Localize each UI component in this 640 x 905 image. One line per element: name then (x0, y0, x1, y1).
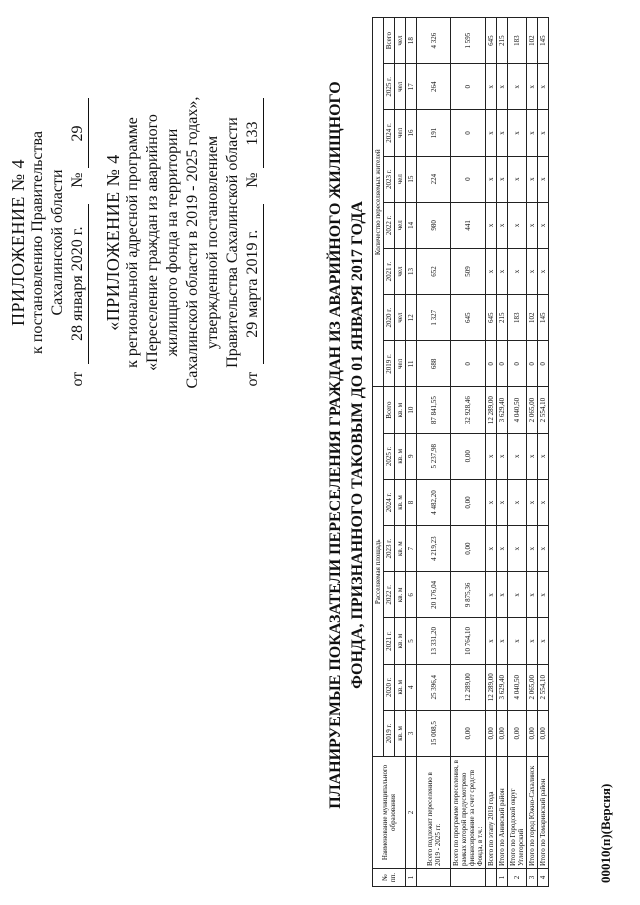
row-cell: 0,00 (451, 710, 486, 756)
decree-line-1: к постановлению Правительства (29, 131, 46, 354)
document-title (325, 25, 369, 865)
row-cell: 1 327 (417, 295, 451, 341)
column-number: 7 (406, 526, 417, 572)
quoted-appendix-title: «ПРИЛОЖЕНИЕ № 4 (103, 154, 123, 331)
column-number: 4 (406, 664, 417, 710)
title-line-2: ФОНДА, ПРИЗНАННОГО ТАКОВЫМ ДО 01 ЯНВАРЯ 2017 ГОДА (349, 201, 366, 689)
row-cell: x (527, 433, 538, 479)
row-cell: x (486, 202, 497, 248)
row-cell: x (527, 572, 538, 618)
row-cell: 145 (538, 295, 549, 341)
header-no: № пп. (373, 869, 406, 887)
row-cell: 102 (527, 295, 538, 341)
people-unit-header: чел (395, 64, 406, 110)
row-cell: 3 629,40 (497, 664, 508, 710)
row-cell: 0 (451, 341, 486, 387)
row-cell: x (527, 248, 538, 294)
row-cell: 2 065,00 (527, 664, 538, 710)
row-cell: 688 (417, 341, 451, 387)
people-year-header: Всего (384, 18, 395, 64)
row-cell: 32 928,46 (451, 387, 486, 433)
version-footer: 00010(п)(Версия) (598, 783, 613, 883)
row-cell: x (538, 479, 549, 525)
row-cell: x (497, 156, 508, 202)
row-cell: 215 (497, 18, 508, 64)
people-unit-header: чел (395, 18, 406, 64)
people-year-header: 2020 г. (384, 295, 395, 341)
header-unit-row (395, 18, 406, 887)
row-cell: x (508, 64, 527, 110)
row-cell: 4 326 (417, 18, 451, 64)
row-cell: 0 (451, 156, 486, 202)
row-cell: 645 (486, 18, 497, 64)
row-cell: 0 (451, 64, 486, 110)
row-number: 4 (538, 869, 549, 887)
row-cell: 0,00 (451, 433, 486, 479)
column-number: 11 (406, 341, 417, 387)
table-row (417, 18, 451, 887)
people-unit-header: чел (395, 248, 406, 294)
row-cell: 10 764,10 (451, 618, 486, 664)
row-number: 3 (527, 869, 538, 887)
row-cell: x (527, 618, 538, 664)
row-cell: x (538, 64, 549, 110)
row-cell: x (527, 479, 538, 525)
row-cell: 191 (417, 110, 451, 156)
people-year-header: 2023 г. (384, 156, 395, 202)
people-year-header: 2019 г. (384, 341, 395, 387)
row-cell: x (508, 248, 527, 294)
row-cell: 4 482,20 (417, 479, 451, 525)
row-cell: x (497, 433, 508, 479)
row-number (417, 869, 451, 887)
table-body (417, 18, 549, 887)
people-unit-header: чел (395, 295, 406, 341)
area-year-header: Всего (384, 387, 395, 433)
row-cell: x (486, 433, 497, 479)
row-cell: x (508, 479, 527, 525)
indicators-table (372, 17, 549, 887)
row-cell: x (486, 156, 497, 202)
row-cell: x (538, 572, 549, 618)
row-cell: 0,00 (451, 526, 486, 572)
program-date: 29 марта 2019 г. (243, 204, 264, 364)
program-number: 133 (243, 98, 264, 168)
row-cell: 0 (497, 341, 508, 387)
row-name: Итого по город Южно-Сахалинск (527, 757, 538, 869)
row-cell: x (538, 202, 549, 248)
table-row (508, 18, 527, 887)
row-cell: x (497, 479, 508, 525)
row-cell: 4 219,23 (417, 526, 451, 572)
row-cell: x (538, 110, 549, 156)
area-unit-header: кв. м (395, 526, 406, 572)
appendix-title: ПРИЛОЖЕНИЕ № 4 (8, 158, 28, 327)
program-line-3: жилищного фонда на территории (164, 128, 181, 357)
column-number: 12 (406, 295, 417, 341)
decree-line-2: Сахалинской области (49, 169, 66, 316)
row-cell: x (486, 64, 497, 110)
row-cell: 0,00 (486, 710, 497, 756)
row-cell: x (508, 202, 527, 248)
column-number: 1 (406, 869, 417, 887)
header-area-group: Расселяемая площадь (373, 387, 384, 757)
area-year-header: 2019 г. (384, 710, 395, 756)
column-number: 18 (406, 18, 417, 64)
column-number: 2 (406, 757, 417, 869)
header-number-row (406, 18, 417, 887)
header-name: Наименование муниципального образования (373, 757, 406, 869)
decree-date-row (68, 10, 89, 475)
row-cell: 9 875,36 (451, 572, 486, 618)
column-number: 16 (406, 110, 417, 156)
row-cell: 15 008,5 (417, 710, 451, 756)
area-year-header: 2024 г. (384, 479, 395, 525)
row-cell: x (486, 572, 497, 618)
decree-number: 29 (68, 98, 89, 168)
people-year-header: 2024 г. (384, 110, 395, 156)
row-cell: 264 (417, 64, 451, 110)
row-cell: 2 554,10 (538, 387, 549, 433)
row-cell: x (527, 110, 538, 156)
row-cell: x (497, 526, 508, 572)
row-cell: x (486, 526, 497, 572)
row-cell: x (527, 202, 538, 248)
row-cell: x (538, 248, 549, 294)
appendix-header (8, 10, 264, 475)
row-cell: x (508, 618, 527, 664)
row-cell: 4 040,50 (508, 387, 527, 433)
area-year-header: 2025 г. (384, 433, 395, 479)
area-year-header: 2021 г. (384, 618, 395, 664)
row-cell: x (497, 110, 508, 156)
row-cell: 0 (538, 341, 549, 387)
row-cell: 87 841,55 (417, 387, 451, 433)
row-cell: x (527, 64, 538, 110)
people-year-header: 2025 г. (384, 64, 395, 110)
people-year-header: 2022 г. (384, 202, 395, 248)
row-name: Итого по Анивский район (497, 757, 508, 869)
row-cell: x (538, 618, 549, 664)
program-no-label: № (244, 172, 261, 188)
row-name: Всего по этапу 2019 года (486, 757, 497, 869)
row-cell: 645 (451, 295, 486, 341)
column-number: 9 (406, 433, 417, 479)
program-line-6: Правительства Сахалинской области (224, 117, 241, 368)
column-number: 6 (406, 572, 417, 618)
column-number: 17 (406, 64, 417, 110)
column-number: 5 (406, 618, 417, 664)
program-line-4: Сахалинской области в 2019 - 2025 годах», (184, 96, 201, 389)
decree-no-label: № (69, 172, 86, 188)
row-name: Итого по Городской округ Углегорский (508, 757, 527, 869)
row-cell: 102 (527, 18, 538, 64)
decree-date: 28 января 2020 г. (68, 204, 89, 364)
program-line-1: к региональной адресной программе (124, 117, 141, 368)
header-people-group: Количество переселяемых жителей (373, 18, 384, 388)
row-cell: x (527, 526, 538, 572)
row-cell: x (497, 572, 508, 618)
row-cell: x (508, 433, 527, 479)
row-cell: x (486, 110, 497, 156)
row-cell: 2 554,10 (538, 664, 549, 710)
area-year-header: 2023 г. (384, 526, 395, 572)
row-cell: x (538, 526, 549, 572)
row-cell: 0 (527, 341, 538, 387)
area-year-header: 2022 г. (384, 572, 395, 618)
row-cell: 183 (508, 18, 527, 64)
row-number: 2 (508, 869, 527, 887)
row-number (486, 869, 497, 887)
people-unit-header: чел (395, 110, 406, 156)
row-cell: 0,00 (508, 710, 527, 756)
row-cell: 0 (508, 341, 527, 387)
row-cell: x (486, 248, 497, 294)
row-cell: 215 (497, 295, 508, 341)
row-cell: x (497, 202, 508, 248)
row-cell: 0 (486, 341, 497, 387)
program-date-row (243, 10, 264, 475)
people-unit-header: чел (395, 156, 406, 202)
area-unit-header: кв. м (395, 433, 406, 479)
table-row (538, 18, 549, 887)
row-cell: x (497, 248, 508, 294)
people-unit-header: чел (395, 341, 406, 387)
row-cell: x (538, 433, 549, 479)
area-unit-header: кв. м (395, 710, 406, 756)
column-number: 14 (406, 202, 417, 248)
table-row (486, 18, 497, 887)
row-cell: 980 (417, 202, 451, 248)
row-cell: 0,00 (497, 710, 508, 756)
row-number: 1 (497, 869, 508, 887)
people-unit-header: чел (395, 202, 406, 248)
row-cell: x (538, 156, 549, 202)
row-name: Всего подлежит переселению в 2019 - 2025 гг. (417, 757, 451, 869)
row-cell: 145 (538, 18, 549, 64)
row-cell: 0,00 (451, 479, 486, 525)
row-cell: x (508, 572, 527, 618)
row-cell: 20 176,04 (417, 572, 451, 618)
row-cell: 441 (451, 202, 486, 248)
row-cell: 12 289,00 (486, 664, 497, 710)
table-row (527, 18, 538, 887)
row-cell: x (497, 618, 508, 664)
row-name: Итого по Томаринский район (538, 757, 549, 869)
row-cell: 4 040,50 (508, 664, 527, 710)
row-cell: x (508, 156, 527, 202)
row-number (451, 869, 486, 887)
column-number: 10 (406, 387, 417, 433)
row-cell: 0 (451, 110, 486, 156)
row-cell: x (508, 110, 527, 156)
column-number: 13 (406, 248, 417, 294)
row-name: Всего по программе переселения, в рамках которой предусмотрено финансирование за счет средств Фонда, в т.ч.: (451, 757, 486, 869)
header-year-row (384, 18, 395, 887)
row-cell: 2 065,00 (527, 387, 538, 433)
row-cell: x (486, 479, 497, 525)
row-cell: 12 289,00 (451, 664, 486, 710)
area-unit-header: кв. м (395, 618, 406, 664)
program-line-2: «Переселение граждан из аварийного (144, 114, 161, 371)
row-cell: 1 595 (451, 18, 486, 64)
row-cell: 13 331,20 (417, 618, 451, 664)
row-cell: x (508, 526, 527, 572)
area-year-header: 2020 г. (384, 664, 395, 710)
row-cell: 645 (486, 295, 497, 341)
table-row (497, 18, 508, 887)
row-cell: 183 (508, 295, 527, 341)
row-cell: 12 289,00 (486, 387, 497, 433)
table-row (451, 18, 486, 887)
row-cell: x (497, 64, 508, 110)
row-cell: 3 629,40 (497, 387, 508, 433)
row-cell: 224 (417, 156, 451, 202)
row-cell: 5 237,98 (417, 433, 451, 479)
area-unit-header: кв. м (395, 479, 406, 525)
row-cell: 25 396,4 (417, 664, 451, 710)
column-number: 15 (406, 156, 417, 202)
people-year-header: 2021 г. (384, 248, 395, 294)
row-cell: x (527, 156, 538, 202)
area-unit-header: кв. м (395, 387, 406, 433)
area-unit-header: кв. м (395, 572, 406, 618)
row-cell: 652 (417, 248, 451, 294)
title-line-1: ПЛАНИРУЕМЫЕ ПОКАЗАТЕЛИ ПЕРЕСЕЛЕНИЯ ГРАЖДАН ИЗ АВАРИЙНОГО ЖИЛИЩНОГО (327, 81, 344, 809)
program-from-label: от (244, 371, 261, 387)
column-number: 8 (406, 479, 417, 525)
decree-from-label: от (69, 371, 86, 387)
row-cell: 0,00 (538, 710, 549, 756)
row-cell: x (486, 618, 497, 664)
column-number: 3 (406, 710, 417, 756)
row-cell: 0,00 (527, 710, 538, 756)
row-cell: 509 (451, 248, 486, 294)
program-line-5: утвержденной постановлением (204, 135, 221, 350)
area-unit-header: кв. м (395, 664, 406, 710)
